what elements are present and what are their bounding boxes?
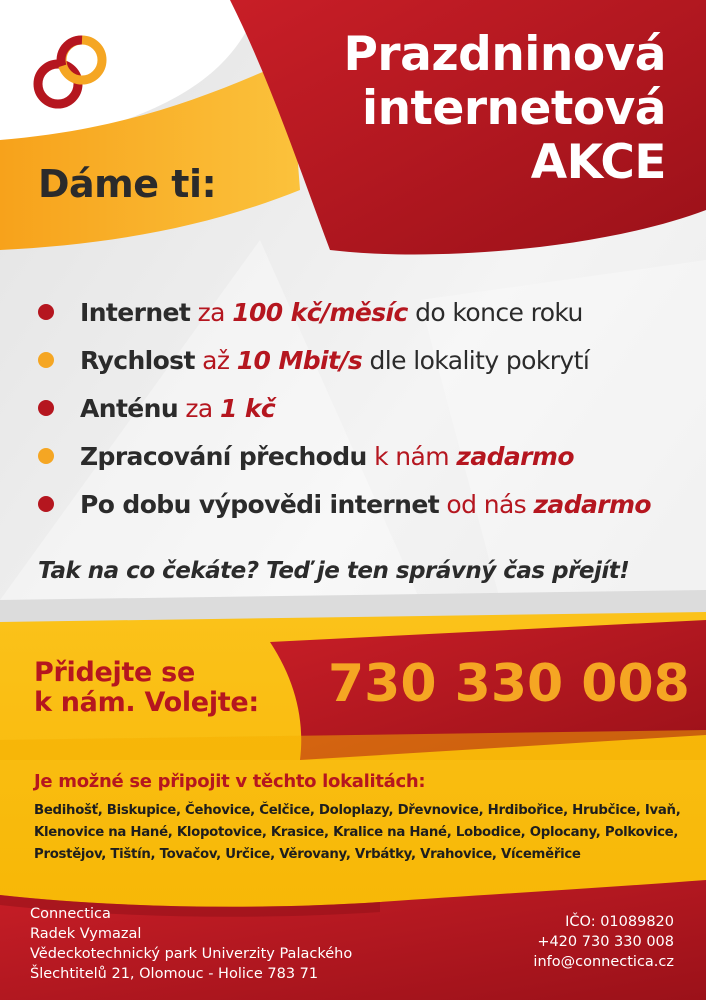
benefit-main: Anténu xyxy=(80,393,179,423)
localities-line: Prostějov, Tištín, Tovačov, Určice, Věrovany, Vrbátky, Vrahovice, Víceměřice xyxy=(34,847,581,862)
footer-email-link[interactable]: info@connectica.cz xyxy=(533,954,674,970)
footer-phone-link[interactable]: +420 730 330 008 xyxy=(537,934,674,950)
benefit-main: Po dobu výpovědi internet xyxy=(80,489,440,519)
localities-line: Bedihošť, Biskupice, Čehovice, Čelčice, Doloplazy, Dřevnovice, Hrdibořice, Hrubčice, Ivaň, xyxy=(34,803,681,818)
benefit-connector: za xyxy=(190,297,233,327)
contact-person: Radek Vymazal xyxy=(30,926,142,942)
localities-line: Klenovice na Hané, Klopotovice, Krasice, Kralice na Hané, Lobodice, Oplocany, Polkovice, xyxy=(34,825,679,840)
benefits-list xyxy=(38,288,698,528)
benefit-highlight: zadarmo xyxy=(533,489,652,519)
localities-list xyxy=(34,800,694,866)
ico-number: IČO: 01089820 xyxy=(565,914,674,930)
benefit-rest: dle lokality pokrytí xyxy=(362,345,590,375)
bullet-icon xyxy=(38,304,54,320)
street-address: Šlechtitelů 21, Olomouc - Holice 783 71 xyxy=(30,966,319,982)
benefit-connector: až xyxy=(194,345,237,375)
benefit-rest: do konce roku xyxy=(407,297,583,327)
company-name: Connectica xyxy=(30,906,111,922)
page-title xyxy=(246,28,666,190)
footer-contacts xyxy=(533,912,674,972)
list-item xyxy=(38,480,698,528)
bullet-icon xyxy=(38,400,54,416)
phone-number-link[interactable]: 730 330 008 xyxy=(328,654,690,714)
benefit-main: Internet xyxy=(80,297,191,327)
bullet-icon xyxy=(38,496,54,512)
list-item xyxy=(38,336,698,384)
benefit-connector: za xyxy=(178,393,220,423)
benefit-main: Rychlost xyxy=(80,345,195,375)
benefit-highlight: zadarmo xyxy=(456,441,574,471)
park-name: Vědeckotechnický park Univerzity Palackého xyxy=(30,946,353,962)
footer-address xyxy=(30,904,352,984)
benefit-connector: k nám xyxy=(366,441,457,471)
benefit-connector: od nás xyxy=(439,489,534,519)
cta-line: k nám. Volejte: xyxy=(34,687,259,718)
call-to-action xyxy=(34,658,259,718)
title-line: Prazdninová xyxy=(343,27,666,82)
benefit-highlight: 10 Mbit/s xyxy=(236,345,363,375)
benefit-highlight: 100 kč/měsíc xyxy=(232,297,408,327)
dame-heading: Dáme ti: xyxy=(38,162,217,206)
list-item xyxy=(38,384,698,432)
localities-heading: Je možné se připojit v těchto lokalitách: xyxy=(34,771,426,792)
bullet-icon xyxy=(38,352,54,368)
slogan: Tak na co čekáte? Teď je ten správný čas přejít! xyxy=(38,558,630,584)
title-line: internetová xyxy=(361,81,666,136)
cta-line: Přidejte se xyxy=(34,657,195,688)
list-item xyxy=(38,288,698,336)
benefit-main: Zpracování přechodu xyxy=(80,441,367,471)
bullet-icon xyxy=(38,448,54,464)
connectica-logo-icon xyxy=(28,30,110,112)
benefit-highlight: 1 kč xyxy=(220,393,276,423)
list-item xyxy=(38,432,698,480)
title-line: AKCE xyxy=(530,135,666,190)
